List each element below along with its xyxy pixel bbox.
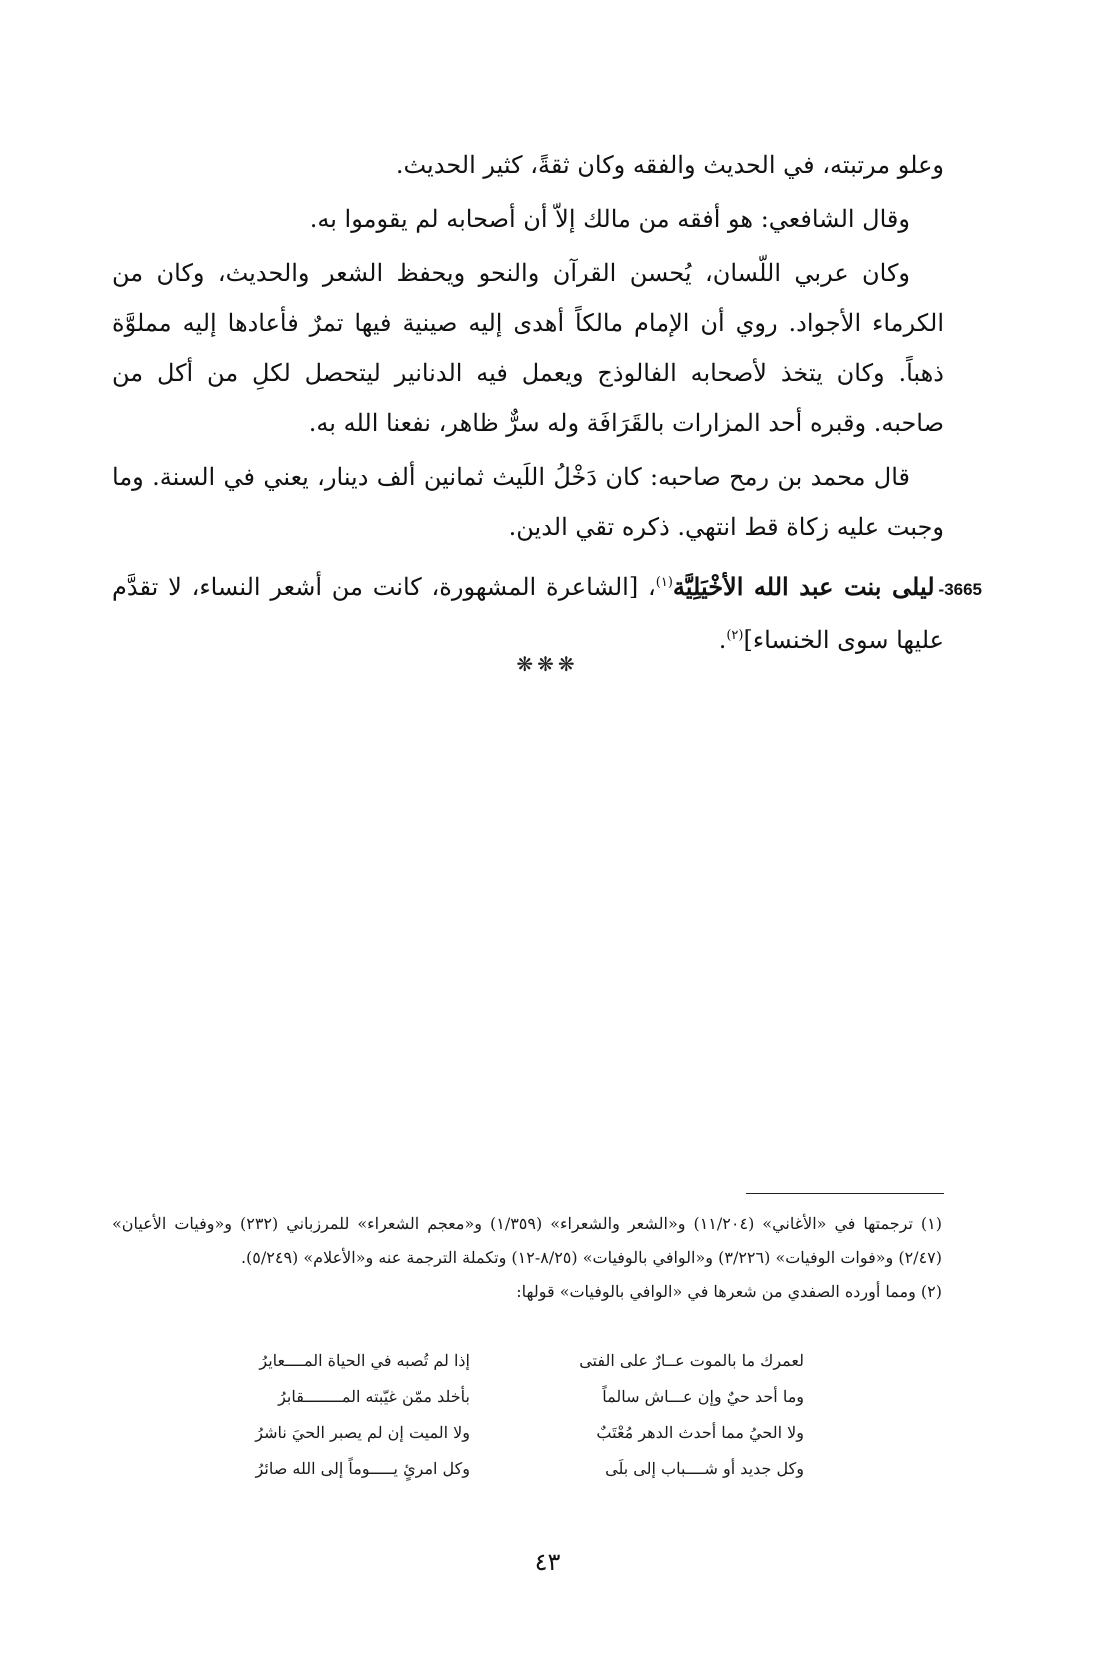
verse-first-hemistich: وكل جديد أو شــــباب إلى بلَى (605, 1459, 804, 1478)
entry-number: 3665- (938, 580, 983, 599)
footnote-marker-2[interactable]: (٢) (726, 628, 744, 643)
verse-first-hemistich: لعمرك ما بالموت عــارٌ على الفتى (579, 1351, 804, 1370)
poem-verse (210, 1379, 804, 1415)
verse-second-hemistich: بأخلد ممّن غيّبته المــــــــقابرُ (278, 1387, 470, 1406)
verse-second-hemistich: ولا الميت إن لم يصبر الحيَ ناشرُ (255, 1423, 470, 1442)
page-number: ٤٣ (534, 1548, 561, 1576)
footnote-2: (٢) ومما أورده الصفدي من شعرها في «الوافي بالوفيات» قولها: (516, 1282, 942, 1301)
poem-verse (210, 1451, 804, 1487)
verse-first-hemistich: وما أحد حيٌ وإن عـــاش سالماً (602, 1387, 804, 1406)
entry-text: ، [الشاعرة المشهورة، كانت من أشعر النساء، لا تقدَّم عليها سوى الخنساء] (112, 573, 944, 654)
footnote-marker-1[interactable]: (١) (655, 575, 673, 590)
poem-verse (210, 1343, 804, 1379)
poem (210, 1343, 804, 1487)
verse-first-hemistich: ولا الحيُ مما أحدث الدهر مُعْتَبٌ (596, 1423, 804, 1442)
paragraph-3: وكان عربي اللّسان، يُحسن القرآن والنحو ويحفظ الشعر والحديث، وكان من الكرماء الأجواد. روي أن الإمام مالكاً أهدى إليه صينية فيها تمرٌ فأعادها إليه مملوَّة ذهباً. وكان يتخذ لأصحابه الفالوذج ويعمل فيه الدنانير ليتحصل لكلِ من أكل من صاحبه. وقبره أحد المزارات بالقَرَافَة وله سرٌّ ظاهر، نفعنا الله به. (112, 259, 944, 437)
verse-second-hemistich: وكل امرئٍ يـــــوماً إلى الله صائرُ (255, 1459, 470, 1478)
footnote-divider (746, 1193, 944, 1194)
footnote-1: (١) ترجمتها في «الأغاني» (١١/٢٠٤) و«الشعر والشعراء» (١/٣٥٩) و«معجم الشعراء» للمرزباني (٢٣٢) و«وفيات الأعيان» (٢/٤٧) و«فوات الوفيات» (٣/٢٢٦) و«الوافي بالوفيات» (٨/٢٥-١٢) وتكملة الترجمة عنه و«الأعلام» (٥/٢٤٩). (112, 1214, 942, 1267)
paragraph-2: وقال الشافعي: هو أفقه من مالك إلاّ أن أصحابه لم يقوموا به. (309, 205, 910, 233)
paragraph-4: قال محمد بن رمح صاحبه: كان دَخْلُ اللَيث ثمانين ألف دينار، يعني في السنة. وما وجبت عليه زكاة قط انتهي. ذكره تقي الدين. (112, 463, 944, 541)
entry-name: ليلى بنت عبد الله الأخْيَلِيَّة (672, 572, 935, 601)
section-separator: ❋❋❋ (516, 652, 579, 676)
footnotes (112, 1207, 942, 1309)
paragraph-1: وعلو مرتبته، في الحديث والفقه وكان ثقةً، كثير الحديث. (395, 151, 944, 179)
poem-verse (210, 1415, 804, 1451)
biography-entry (112, 562, 983, 665)
verse-second-hemistich: إذا لم تُصبه في الحياة المــــعايرُ (259, 1351, 470, 1370)
main-text (112, 140, 983, 669)
entry-text-end: . (718, 626, 727, 654)
